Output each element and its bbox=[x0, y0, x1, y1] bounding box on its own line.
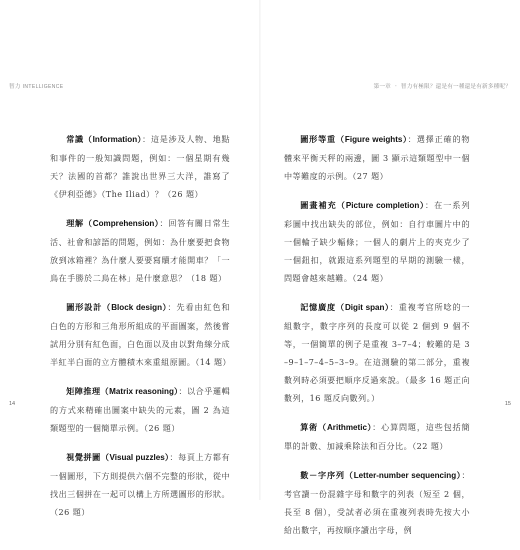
entry-term: 圖形等重（ bbox=[300, 134, 345, 144]
right-running-head-title: 智力有極限？還是有一種還是有新多種呢？ bbox=[400, 84, 511, 90]
entry-term-en: Visual puzzles bbox=[109, 453, 165, 462]
entry-text: ：選擇正確的物體來平衡天秤的兩邊，圖 3 顯示這類題型中一個中等難度的示例。（27 題） bbox=[284, 134, 470, 181]
entry-comprehension bbox=[50, 214, 230, 287]
entry-term: 算術（ bbox=[300, 422, 327, 432]
entry-term-close: ） bbox=[162, 302, 168, 312]
entry-term-en: Matrix reasoning bbox=[109, 387, 174, 396]
entry-term-close: ） bbox=[402, 134, 408, 144]
entry-term-en: Figure weights bbox=[344, 135, 403, 144]
entry-text: ：在一系列彩圖中找出缺失的部位，例如：自行車圖片中的一個輪子缺少輻條；一個人的劇片上的夾克少了一個鈕扣，就跟這系列題型的早期的測驗一樣，問題會越來越難。（24 題） bbox=[284, 200, 471, 283]
entry-term: 矩陣推理（ bbox=[66, 386, 110, 396]
entry-information bbox=[50, 130, 230, 203]
entry-block-design bbox=[50, 298, 230, 371]
entry-term: 數－字序列（ bbox=[300, 470, 354, 480]
right-running-head bbox=[374, 82, 511, 90]
entry-figure-weights bbox=[284, 130, 470, 185]
entry-term: 視覺拼圖（ bbox=[66, 452, 110, 462]
entry-term-close: ） bbox=[173, 386, 179, 396]
right-running-head-chapter: 第一章 bbox=[373, 84, 391, 90]
entry-digit-span bbox=[284, 298, 470, 407]
right-page-number: 15 bbox=[504, 401, 511, 407]
entry-text: ：每頁上方都有一個圖形，下方則提供六個不完整的形狀，從中找出三個拼在一起可以構上方所選圖形的形狀。（26 題） bbox=[50, 452, 230, 517]
left-page-number: 14 bbox=[9, 401, 16, 407]
entry-matrix-reasoning bbox=[50, 382, 230, 437]
entry-term-en: Letter-number sequencing bbox=[353, 471, 457, 480]
entry-term-close: ） bbox=[137, 134, 143, 144]
left-page-body bbox=[50, 130, 230, 532]
entry-letter-number-sequencing bbox=[284, 466, 470, 539]
entry-text: ：以合乎邏輯的方式來精確出圖案中缺失的元素，圖 2 為這類題型的一個簡單示例。（26 題） bbox=[50, 386, 230, 433]
entry-term: 理解（ bbox=[66, 218, 93, 228]
left-running-head bbox=[9, 82, 64, 90]
entry-term-close: ） bbox=[154, 218, 160, 228]
left-running-head-title-en: INTELLIGENCE bbox=[22, 84, 64, 90]
entry-visual-puzzles bbox=[50, 448, 230, 521]
entry-term-en: Picture completion bbox=[345, 201, 420, 210]
entry-term-close: ） bbox=[384, 302, 390, 312]
entry-text: ：重複考官所唸的一組數字，數字序列的長度可以從 2 個到 9 個不等，一個簡單的例子是重複 3–7–4；較難的是 3–9–1–7–4–5–3–9。在這測驗的第二部分，重複數列時必須要把順序反過來說。（最多 16 題正向數列，16 題反向數列。） bbox=[284, 302, 470, 403]
entry-term: 記憶廣度（ bbox=[300, 302, 345, 312]
entry-term-close: ） bbox=[419, 200, 425, 210]
entry-term: 常識（ bbox=[66, 134, 93, 144]
entry-picture-completion bbox=[284, 196, 470, 287]
entry-term: 圖形設計（ bbox=[66, 302, 112, 312]
entry-term-en: Arithmetic bbox=[326, 423, 367, 432]
entry-term-en: Information bbox=[92, 135, 138, 144]
right-page-body bbox=[284, 130, 470, 550]
entry-term-close: ） bbox=[164, 452, 170, 462]
right-running-head-separator: · bbox=[394, 84, 397, 90]
entry-term: 圖畫補充（ bbox=[300, 200, 346, 210]
left-running-head-title: 智力 bbox=[9, 84, 21, 90]
entry-term-en: Comprehension bbox=[92, 219, 155, 228]
entry-term-en: Block design bbox=[111, 303, 163, 312]
entry-text: ：這是涉及人物、地點和事件的一般知識問題，例如：一個星期有幾天？法國的首都？誰說出世界三大洋，誰寫了《伊利亞德》（The Iliad）？（26 題） bbox=[50, 134, 230, 199]
entry-text: ：先看由紅色和白色的方形和三角形所組成的平面圖案，然後嘗試用分別有紅色面，白色面以及由以對角線分成半紅半白面的立方體積木來重組原圖。（14 題） bbox=[50, 302, 232, 367]
entry-text: ：回答有關日常生活、社會和諺語的問題，例如：為什麼要把食物放到冰箱裡？為什麼人要要寫贖才能開車？「一鳥在手勝於二鳥在林」是什麼意思？（18 題） bbox=[50, 218, 230, 283]
entry-term-close: ） bbox=[366, 422, 373, 432]
entry-arithmetic bbox=[284, 418, 470, 455]
entry-text: ：心算問題，這些包括簡單的計數、加減乘除法和百分比。（22 題） bbox=[284, 422, 470, 451]
entry-term-en: Digit span bbox=[344, 303, 385, 312]
entry-text: ：考官讀一份混雜字母和數字的列表（短至 2 個，長至 8 個），受試者必須在重複列表時先按大小給出數字，再按順序讀出字母，例 bbox=[284, 470, 471, 535]
book-gutter bbox=[259, 0, 261, 500]
entry-term-close: ） bbox=[456, 470, 462, 480]
